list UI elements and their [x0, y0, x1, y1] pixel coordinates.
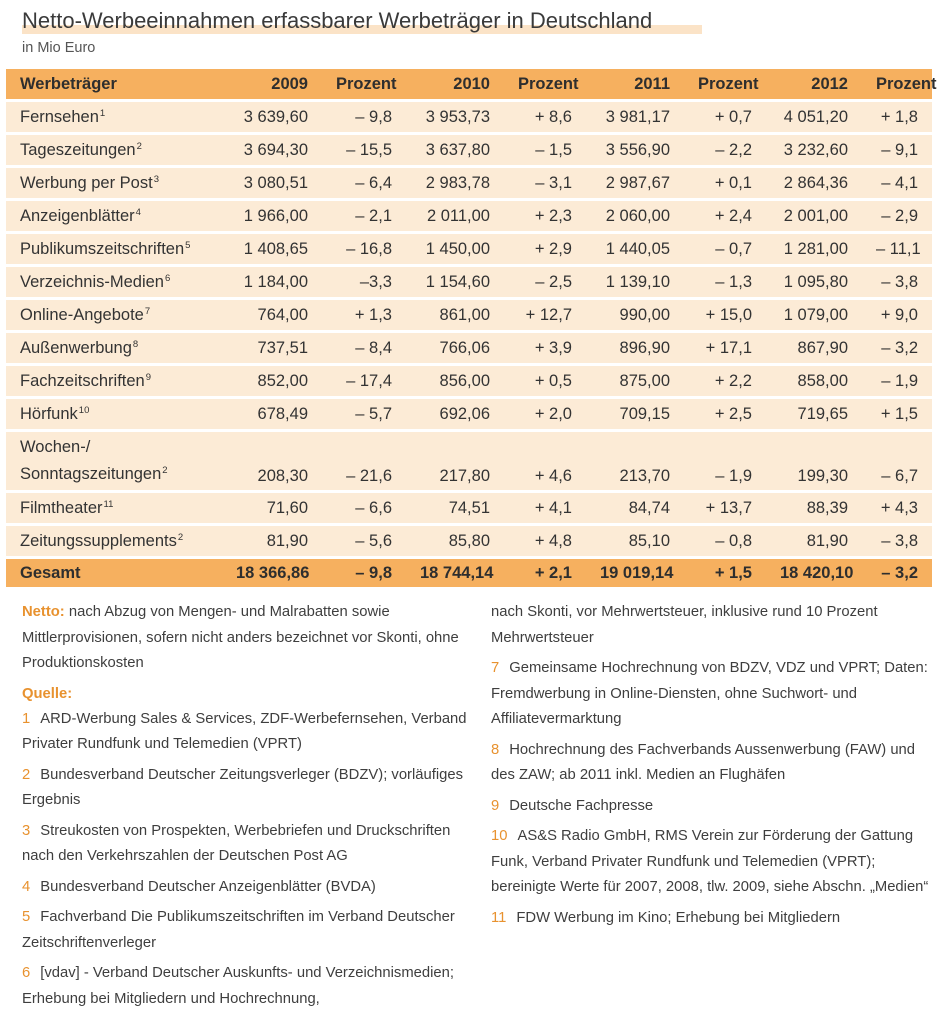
title-block [22, 8, 702, 38]
percent-cell: – 1,3 [684, 267, 766, 297]
value-cell: 990,00 [586, 300, 684, 330]
value-cell: 764,00 [222, 300, 322, 330]
percent-cell: – 2,9 [862, 201, 932, 231]
total-value-cell: 18 366,86 [222, 559, 322, 587]
footnote-number: 10 [491, 828, 508, 844]
percent-cell: + 8,6 [504, 102, 586, 132]
percent-cell: + 3,9 [504, 333, 586, 363]
value-cell: 1 154,60 [406, 267, 504, 297]
percent-cell: + 9,0 [862, 300, 932, 330]
percent-cell: – 0,7 [684, 234, 766, 264]
value-cell: 71,60 [222, 493, 322, 523]
value-cell: 852,00 [222, 366, 322, 396]
percent-cell: + 2,5 [684, 399, 766, 429]
percent-cell: – 17,4 [322, 366, 406, 396]
unit-subtitle: in Mio Euro [22, 40, 96, 56]
value-cell: 1 440,05 [586, 234, 684, 264]
header-cell: Prozent [862, 69, 932, 99]
footnote [22, 875, 472, 901]
total-percent-cell: + 1,5 [684, 559, 766, 587]
percent-cell: + 1,3 [322, 300, 406, 330]
percent-cell: + 0,1 [684, 168, 766, 198]
value-cell: 2 060,00 [586, 201, 684, 231]
value-cell: 896,90 [586, 333, 684, 363]
header-cell: Werbeträger [6, 69, 222, 99]
table-row [6, 168, 932, 198]
percent-cell: + 4,3 [862, 493, 932, 523]
value-cell: 1 966,00 [222, 201, 322, 231]
footnote-text: Gemeinsame Hochrechnung von BDZV, VDZ und VPRT; Daten: Fremdwerbung in Online-Diensten, ohne Suchwort- und Affiliatevermarktung [491, 660, 928, 727]
percent-cell: + 2,9 [504, 234, 586, 264]
value-cell: 1 079,00 [766, 300, 862, 330]
percent-cell: + 2,4 [684, 201, 766, 231]
footnote-text: Bundesverband Deutscher Zeitungsverleger (BDZV); vorläufiges Ergebnis [22, 766, 463, 808]
percent-cell: – 3,8 [862, 267, 932, 297]
value-cell: 213,70 [586, 432, 684, 490]
percent-cell: – 21,6 [322, 432, 406, 490]
table-row [6, 201, 932, 231]
media-name-cell: Anzeigenblätter$^4$ [6, 201, 222, 231]
percent-cell: – 1,9 [862, 366, 932, 396]
footnote [22, 763, 472, 814]
percent-cell: – 4,1 [862, 168, 932, 198]
total-percent-cell: – 3,2 [862, 559, 932, 587]
table-row [6, 333, 932, 363]
table-row [6, 234, 932, 264]
percent-cell: – 6,6 [322, 493, 406, 523]
table-row [6, 526, 932, 556]
header-cell: Prozent [504, 69, 586, 99]
footnote-text: AS&S Radio GmbH, RMS Verein zur Förderung der Gattung Funk, Verband Privater Rundfunk und Telemedien (VPRT); bereinigte Werte für 2007, 2008, tlw. 2009, siehe Abschn. „Medien“ [491, 828, 929, 895]
percent-cell: – 1,9 [684, 432, 766, 490]
value-cell: 2 983,78 [406, 168, 504, 198]
value-cell: 858,00 [766, 366, 862, 396]
percent-cell: + 0,7 [684, 102, 766, 132]
percent-cell: – 2,2 [684, 135, 766, 165]
footnote-text: Fachverband Die Publikumszeitschriften im Verband Deutscher Zeitschriftenverleger [22, 909, 455, 951]
total-row [6, 559, 932, 587]
media-name-cell: Zeitungssupplements$^2$ [6, 526, 222, 556]
netto-label: Netto: [22, 604, 65, 620]
media-name-cell: Fernsehen$^1$ [6, 102, 222, 132]
header-cell: Prozent [322, 69, 406, 99]
percent-cell: – 6,7 [862, 432, 932, 490]
percent-cell: + 2,3 [504, 201, 586, 231]
value-cell: 2 011,00 [406, 201, 504, 231]
total-percent-cell: + 2,1 [504, 559, 586, 587]
media-name-cell: Wochen-/ Sonntagszeitungen$^2$ [6, 432, 222, 490]
percent-cell: – 1,5 [504, 135, 586, 165]
value-cell: 678,49 [222, 399, 322, 429]
percent-cell: – 11,1 [862, 234, 932, 264]
footnote-number: 5 [22, 909, 31, 925]
total-value-cell: 18 744,14 [406, 559, 504, 587]
table-row [6, 399, 932, 429]
total-value-cell: 19 019,14 [586, 559, 684, 587]
value-cell: 3 637,80 [406, 135, 504, 165]
value-cell: 766,06 [406, 333, 504, 363]
footnote-text: Streukosten von Prospekten, Werbebriefen und Druckschriften nach den Verkehrszahlen der Deutschen Post AG [22, 822, 451, 864]
header-cell: Prozent [684, 69, 766, 99]
percent-cell: – 2,5 [504, 267, 586, 297]
percent-cell: – 2,1 [322, 201, 406, 231]
footnote-number: 1 [22, 710, 31, 727]
footnote [491, 794, 936, 820]
table-row [6, 135, 932, 165]
footnote-text: FDW Werbung im Kino; Erhebung bei Mitgliedern [516, 909, 841, 926]
percent-cell: + 4,1 [504, 493, 586, 523]
footnote-text: [vdav] - Verband Deutscher Auskunfts- und Verzeichnismedien; Erhebung bei Mitgliedern und Hochrechnung, [22, 965, 454, 1007]
footnote [22, 707, 472, 758]
media-name-cell: Hörfunk$^{10}$ [6, 399, 222, 429]
value-cell: 2 987,67 [586, 168, 684, 198]
value-cell: 1 184,00 [222, 267, 322, 297]
value-cell: 4 051,20 [766, 102, 862, 132]
footnote [491, 656, 936, 733]
header-cell: 2012 [766, 69, 862, 99]
value-cell: 3 232,60 [766, 135, 862, 165]
percent-cell: + 0,5 [504, 366, 586, 396]
header-cell: 2009 [222, 69, 322, 99]
value-cell: 81,90 [766, 526, 862, 556]
value-cell: 208,30 [222, 432, 322, 490]
percent-cell: – 3,8 [862, 526, 932, 556]
header-cell: 2011 [586, 69, 684, 99]
value-cell: 3 556,90 [586, 135, 684, 165]
value-cell: 3 694,30 [222, 135, 322, 165]
media-name-cell: Tageszeitungen$^2$ [6, 135, 222, 165]
percent-cell: – 16,8 [322, 234, 406, 264]
media-name-cell: Werbung per Post$^3$ [6, 168, 222, 198]
value-cell: 1 095,80 [766, 267, 862, 297]
media-name-cell: Publikumszeitschriften$^5$ [6, 234, 222, 264]
value-cell: 84,74 [586, 493, 684, 523]
total-percent-cell: – 9,8 [322, 559, 406, 587]
value-cell: 217,80 [406, 432, 504, 490]
percent-cell: + 2,2 [684, 366, 766, 396]
footnote [491, 738, 936, 789]
table-row [6, 366, 932, 396]
value-cell: 2 864,36 [766, 168, 862, 198]
value-cell: 81,90 [222, 526, 322, 556]
netto-text: nach Abzug von Mengen- und Malrabatten sowie Mittlerprovisionen, sofern nicht anders bezeichnet vor Skonti, ohne Produktionskosten [22, 604, 459, 671]
percent-cell: – 5,7 [322, 399, 406, 429]
table-row [6, 493, 932, 523]
value-cell: 3 639,60 [222, 102, 322, 132]
value-cell: 1 408,65 [222, 234, 322, 264]
value-cell: 719,65 [766, 399, 862, 429]
percent-cell: + 2,0 [504, 399, 586, 429]
source-label: Quelle: [22, 685, 73, 702]
netto-note [22, 600, 472, 677]
ad-revenue-table [6, 66, 937, 590]
value-cell: 88,39 [766, 493, 862, 523]
value-cell: 3 080,51 [222, 168, 322, 198]
footnote-text: ARD-Werbung Sales & Services, ZDF-Werbefernsehen, Verband Privater Rundfunk und Telemedien (VPRT) [22, 710, 467, 752]
media-name-cell: Verzeichnis-Medien$^6$ [6, 267, 222, 297]
value-cell: 85,10 [586, 526, 684, 556]
footnote-text: Deutsche Fachpresse [509, 797, 654, 814]
percent-cell: –3,3 [322, 267, 406, 297]
footnote-number: 2 [22, 766, 31, 783]
footnote [491, 906, 936, 932]
percent-cell: – 3,1 [504, 168, 586, 198]
value-cell: 856,00 [406, 366, 504, 396]
percent-cell: – 9,8 [322, 102, 406, 132]
footnote-number: 3 [22, 822, 31, 839]
value-cell: 1 450,00 [406, 234, 504, 264]
percent-cell: + 12,7 [504, 300, 586, 330]
notes-left-column [22, 600, 472, 1017]
value-cell: 875,00 [586, 366, 684, 396]
value-cell: 3 953,73 [406, 102, 504, 132]
value-cell: 3 981,17 [586, 102, 684, 132]
footnote-text: Bundesverband Deutscher Anzeigenblätter (BVDA) [40, 878, 376, 895]
percent-cell: + 17,1 [684, 333, 766, 363]
value-cell: 861,00 [406, 300, 504, 330]
table-row [6, 102, 932, 132]
percent-cell: – 5,6 [322, 526, 406, 556]
percent-cell: – 8,4 [322, 333, 406, 363]
value-cell: 85,80 [406, 526, 504, 556]
footnote-number: 4 [22, 878, 31, 895]
value-cell: 2 001,00 [766, 201, 862, 231]
notes-right-column [491, 600, 936, 936]
page-title: Netto-Werbeeinnahmen erfassbarer Werbeträger in Deutschland [22, 8, 653, 33]
percent-cell: + 15,0 [684, 300, 766, 330]
footnote-number: 6 [22, 965, 31, 981]
table-row [6, 267, 932, 297]
media-name-cell: Online-Angebote$^7$ [6, 300, 222, 330]
footnote [22, 961, 472, 1012]
table-row [6, 300, 932, 330]
percent-cell: – 15,5 [322, 135, 406, 165]
footnote-number: 11 [491, 909, 507, 926]
footnote-number: 8 [491, 741, 500, 758]
percent-cell: – 3,2 [862, 333, 932, 363]
percent-cell: – 0,8 [684, 526, 766, 556]
percent-cell: + 4,8 [504, 526, 586, 556]
footnote [22, 905, 472, 956]
value-cell: 709,15 [586, 399, 684, 429]
percent-cell: + 4,6 [504, 432, 586, 490]
footnote-number: 7 [491, 660, 500, 676]
footnote-number: 9 [491, 797, 500, 814]
footnote [491, 824, 936, 901]
percent-cell: – 9,1 [862, 135, 932, 165]
footnote [22, 819, 472, 870]
percent-cell: + 1,8 [862, 102, 932, 132]
percent-cell: + 1,5 [862, 399, 932, 429]
footnote-text: Hochrechnung des Fachverbands Aussenwerbung (FAW) und des ZAW; ab 2011 inkl. Medien an Flughäfen [491, 741, 916, 783]
media-name-cell: Filmtheater$^{11}$ [6, 493, 222, 523]
media-name-cell: Fachzeitschriften$^9$ [6, 366, 222, 396]
table-header-row [6, 69, 932, 99]
value-cell: 867,90 [766, 333, 862, 363]
value-cell: 199,30 [766, 432, 862, 490]
value-cell: 737,51 [222, 333, 322, 363]
value-cell: 692,06 [406, 399, 504, 429]
footnote-continuation: nach Skonti, vor Mehrwertsteuer, inklusive rund 10 Prozent Mehrwertsteuer [491, 604, 878, 646]
header-cell: 2010 [406, 69, 504, 99]
percent-cell: + 13,7 [684, 493, 766, 523]
percent-cell: – 6,4 [322, 168, 406, 198]
value-cell: 1 281,00 [766, 234, 862, 264]
table-row [6, 432, 932, 490]
total-label-cell: Gesamt [6, 559, 222, 587]
value-cell: 1 139,10 [586, 267, 684, 297]
total-value-cell: 18 420,10 [766, 559, 862, 587]
value-cell: 74,51 [406, 493, 504, 523]
media-name-cell: Außenwerbung$^8$ [6, 333, 222, 363]
